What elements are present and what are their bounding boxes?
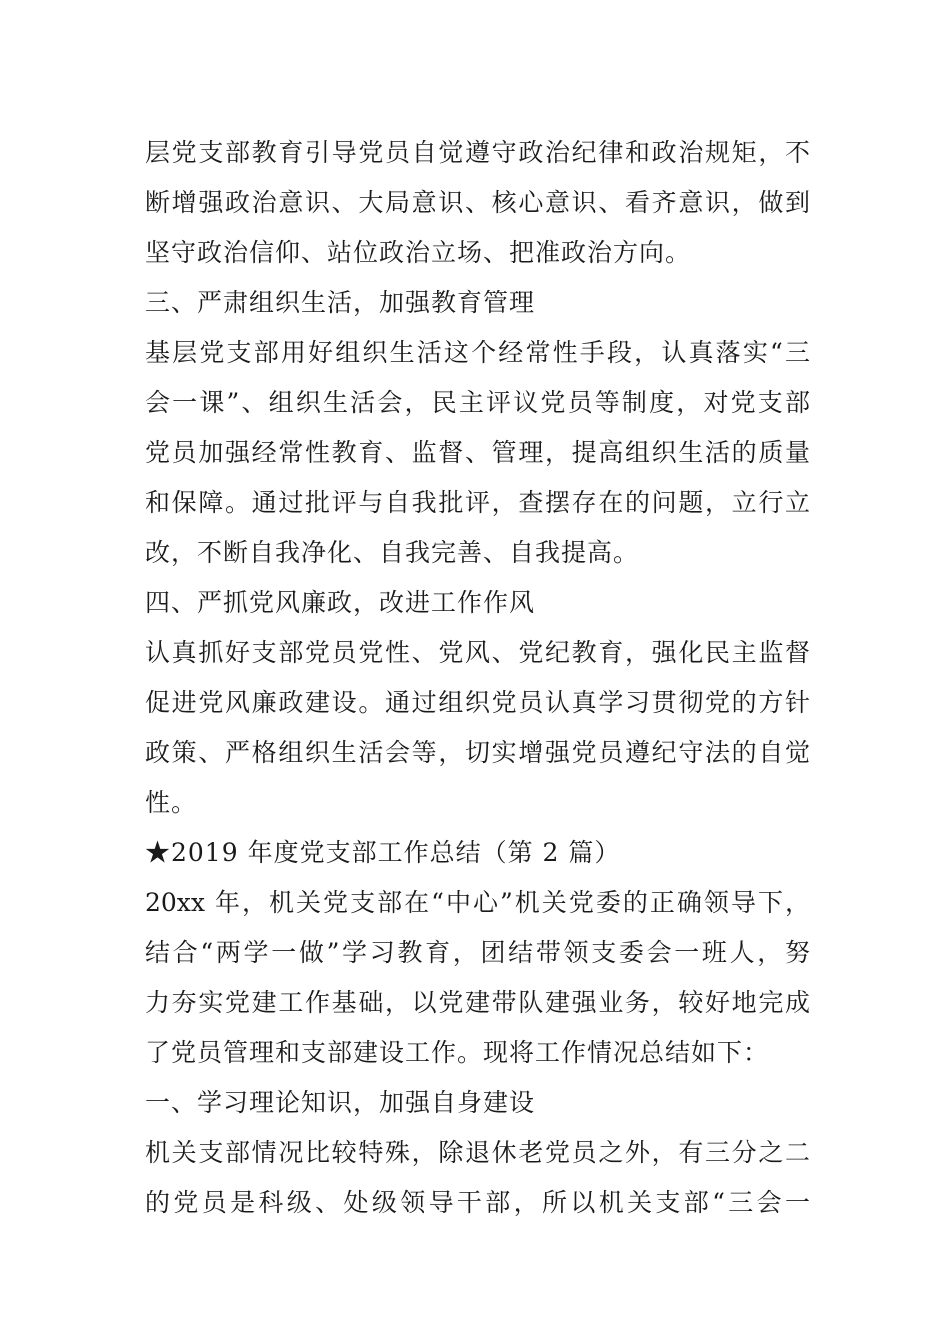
document-body [145, 128, 810, 1228]
text-line: 认真抓好支部党员党性、党风、党纪教育，强化民主监督 [145, 638, 810, 667]
text-line: 党员加强经常性教育、监督、管理，提高组织生活的质量 [145, 438, 810, 467]
article-title: ★2019 年度党支部工作总结（第 2 篇） [145, 838, 621, 867]
text-line: 促进党风廉政建设。通过组织党员认真学习贯彻党的方针 [145, 688, 810, 717]
text-line: 坚守政治信仰、站位政治立场、把准政治方向。 [145, 238, 692, 267]
text-line: 和保障。通过批评与自我批评，查摆存在的问题，立行立 [145, 488, 810, 517]
text-line: 20xx 年，机关党支部在“中心”机关党委的正确领导下， [145, 888, 810, 917]
text-line: 机关支部情况比较特殊，除退休老党员之外，有三分之二 [145, 1138, 810, 1167]
text-line: 的党员是科级、处级领导干部，所以机关支部“三会一 [145, 1188, 810, 1217]
text-line: 基层党支部用好组织生活这个经常性手段，认真落实“三 [145, 338, 810, 367]
text-line: 了党员管理和支部建设工作。现将工作情况总结如下： [145, 1038, 770, 1067]
text-line: 断增强政治意识、大局意识、核心意识、看齐意识，做到 [145, 188, 810, 217]
text-line: 会一课”、组织生活会，民主评议党员等制度，对党支部 [145, 388, 810, 417]
text-line: 结合“两学一做”学习教育，团结带领支委会一班人，努 [145, 938, 810, 967]
text-line: 政策、严格组织生活会等，切实增强党员遵纪守法的自觉 [145, 738, 810, 767]
text-line: 改，不断自我净化、自我完善、自我提高。 [145, 538, 640, 567]
text-line: 力夯实党建工作基础，以党建带队建强业务，较好地完成 [145, 988, 810, 1017]
section-heading: 四、严抓党风廉政，改进工作作风 [145, 588, 536, 617]
text-line: 层党支部教育引导党员自觉遵守政治纪律和政治规矩，不 [145, 138, 810, 167]
text-line: 性。 [145, 788, 198, 817]
section-heading: 三、严肃组织生活，加强教育管理 [145, 288, 536, 317]
section-heading: 一、学习理论知识，加强自身建设 [145, 1088, 536, 1117]
